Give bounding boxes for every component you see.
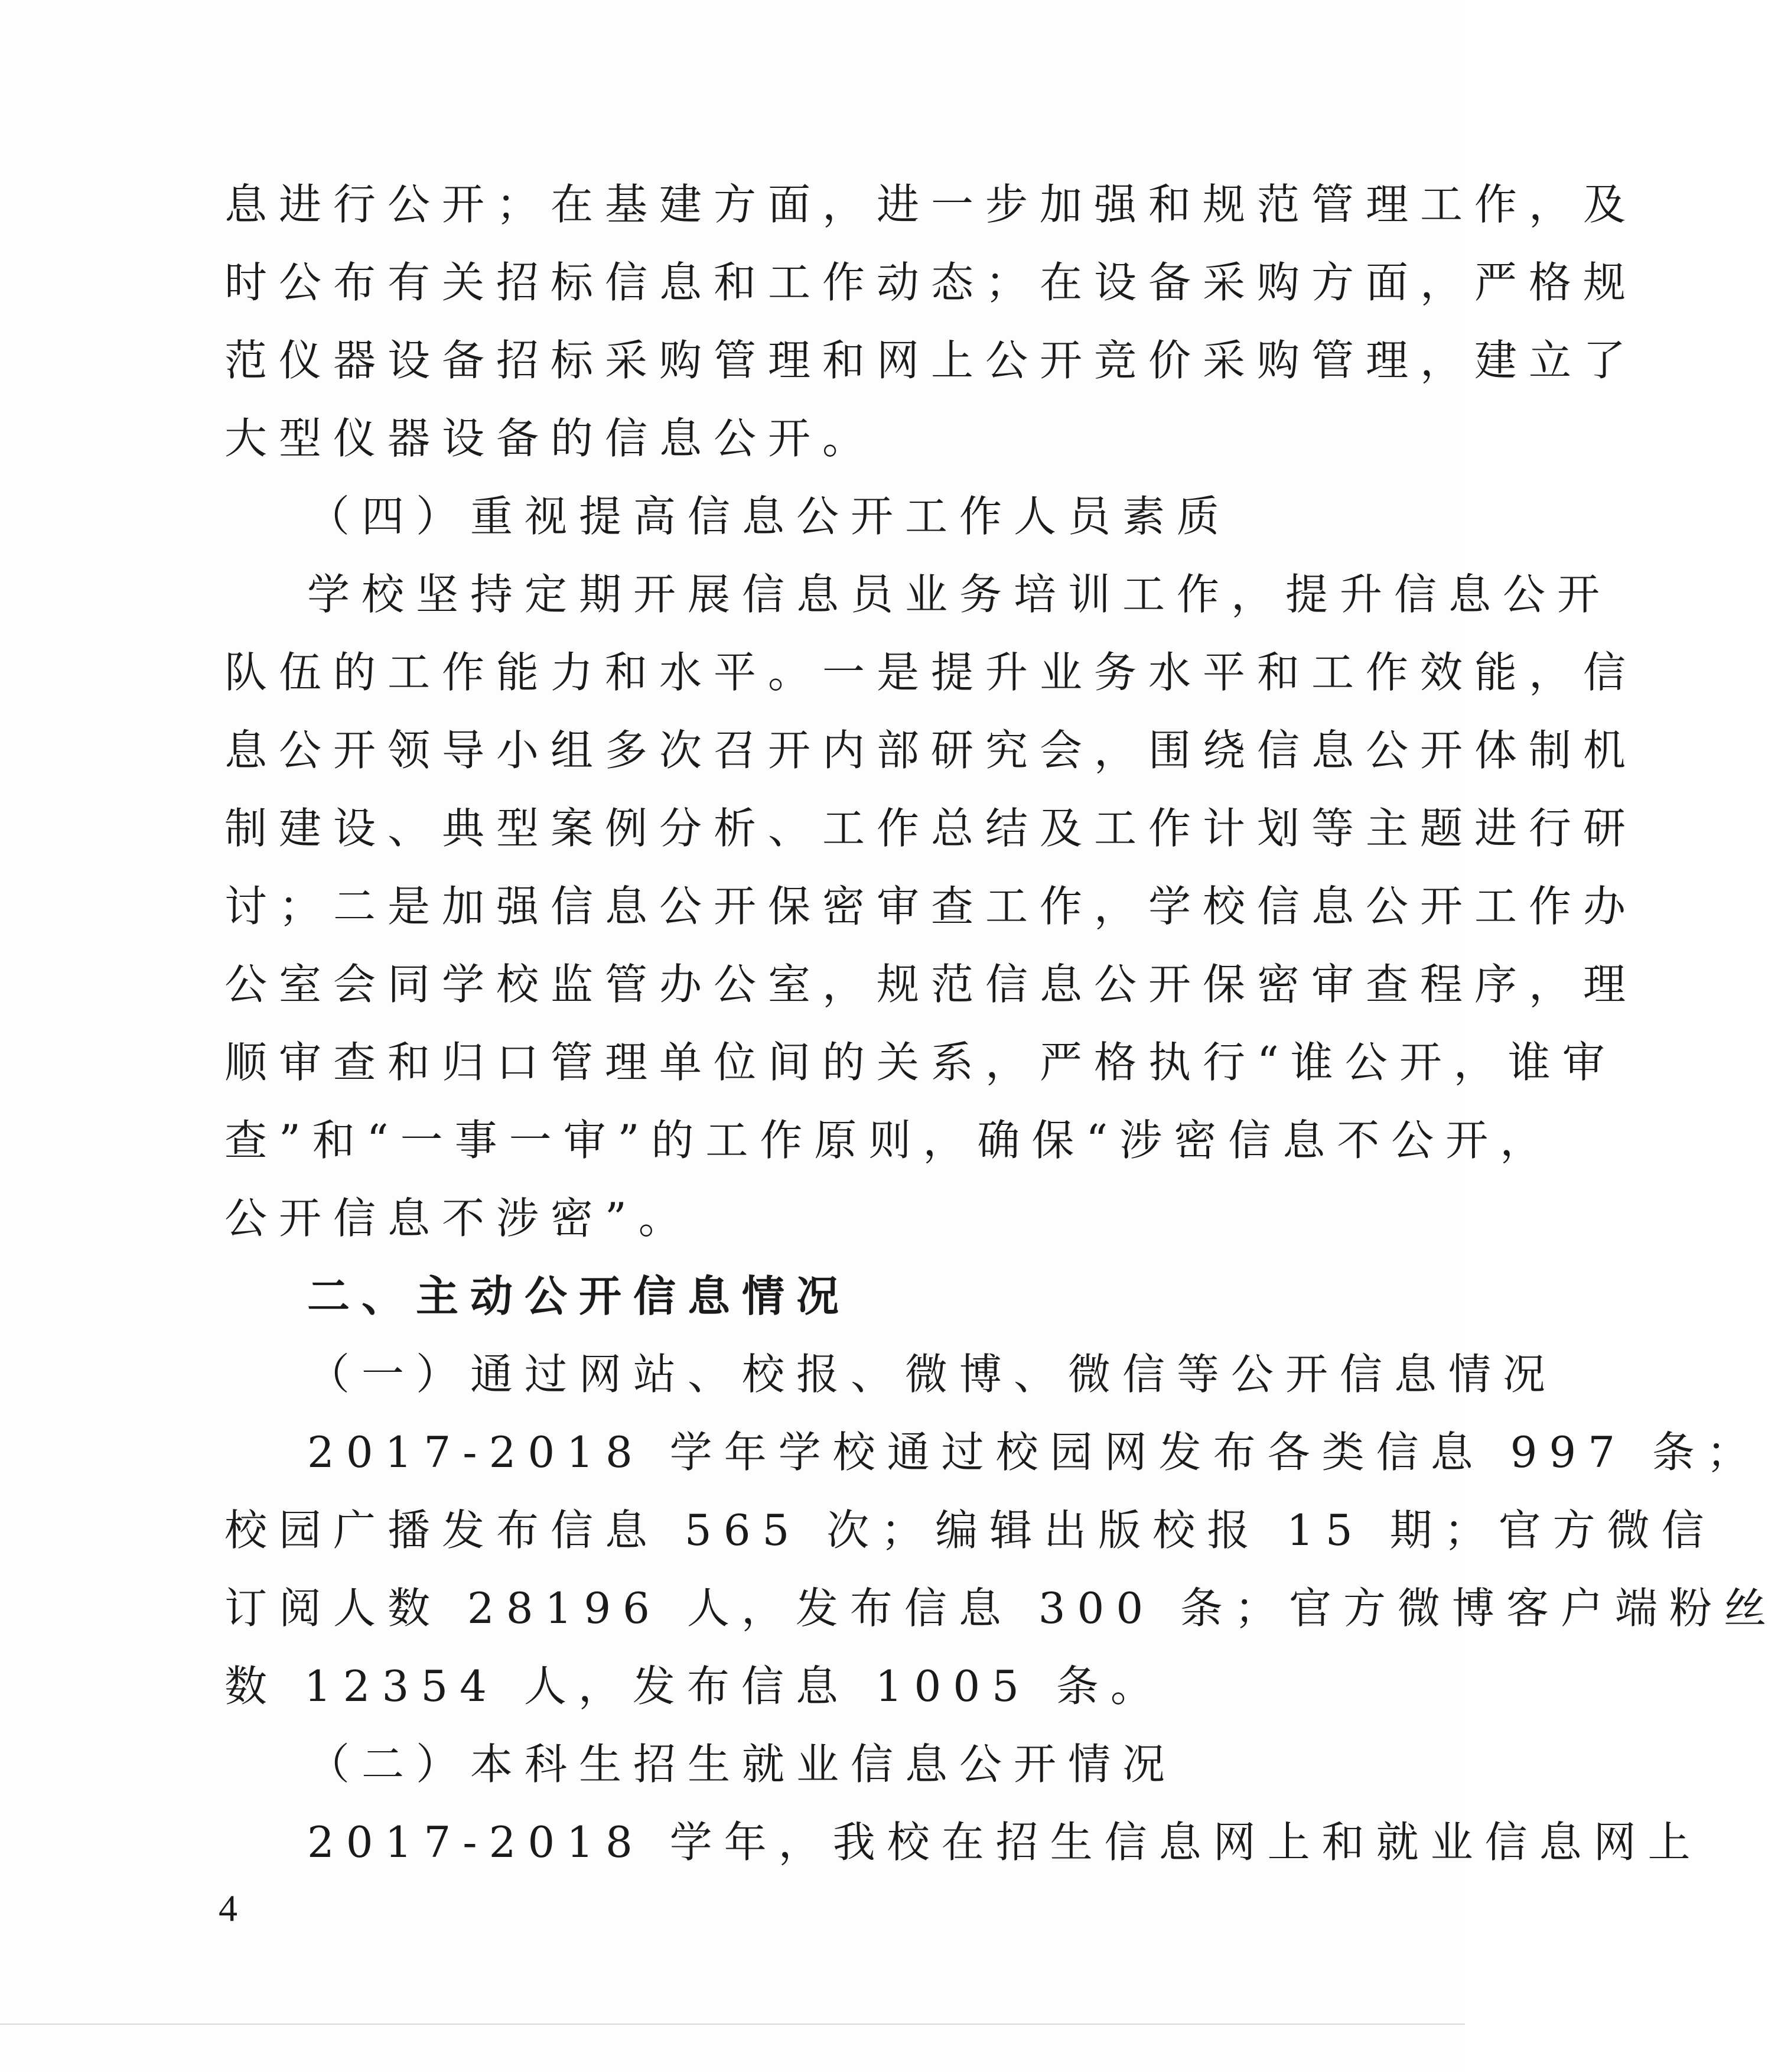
body-text-line: 息公开领导小组多次召开内部研究会，围绕信息公开体制机 xyxy=(224,726,1638,775)
subsection-heading: （四）重视提高信息公开工作人员素质 xyxy=(307,492,1232,541)
body-text-line: 队伍的工作能力和水平。一是提升业务水平和工作效能，信 xyxy=(224,648,1638,697)
body-text-line: 订阅人数 28196 人，发布信息 300 条；官方微博客户端粉丝 xyxy=(224,1583,1778,1633)
body-text-line: 息进行公开；在基建方面，进一步加强和规范管理工作，及 xyxy=(224,180,1638,229)
page-number: 4 xyxy=(219,1887,237,1929)
body-text-line: 大型仪器设备的信息公开。 xyxy=(224,414,877,463)
body-text-line: 范仪器设备招标采购管理和网上公开竞价采购管理，建立了 xyxy=(224,336,1638,385)
subsection-heading: （一）通过网站、校报、微博、微信等公开信息情况 xyxy=(307,1349,1558,1399)
body-text-line: 顺审查和归口管理单位间的关系，严格执行“谁公开，谁审 xyxy=(224,1037,1617,1087)
body-text-line: 公室会同学校监管办公室，规范信息公开保密审查程序，理 xyxy=(224,959,1638,1009)
scan-edge-divider xyxy=(0,2024,1465,2025)
paragraph-first-line: 学校坚持定期开展信息员业务培训工作，提升信息公开 xyxy=(307,570,1612,619)
body-text-line: 制建设、典型案例分析、工作总结及工作计划等主题进行研 xyxy=(224,804,1638,853)
body-text-line: 讨；二是加强信息公开保密审查工作，学校信息公开工作办 xyxy=(224,882,1638,931)
section-heading: 二、主动公开信息情况 xyxy=(307,1271,851,1321)
paragraph-first-line: 2017-2018 学年学校通过校园网发布各类信息 997 条； xyxy=(307,1427,1761,1477)
body-text-line: 公开信息不涉密”。 xyxy=(224,1193,693,1243)
body-text-line: 数 12354 人，发布信息 1005 条。 xyxy=(224,1661,1165,1711)
body-text-line: 查”和“一事一审”的工作原则，确保“涉密信息不公开， xyxy=(224,1115,1555,1165)
body-text-line: 时公布有关招标信息和工作动态；在设备采购方面，严格规 xyxy=(224,258,1638,307)
subsection-heading: （二）本科生招生就业信息公开情况 xyxy=(307,1739,1177,1789)
body-text-line: 校园广播发布信息 565 次；编辑出版校报 15 期；官方微信 xyxy=(224,1505,1716,1555)
paragraph-first-line: 2017-2018 学年，我校在招生信息网上和就业信息网上 xyxy=(307,1817,1702,1867)
